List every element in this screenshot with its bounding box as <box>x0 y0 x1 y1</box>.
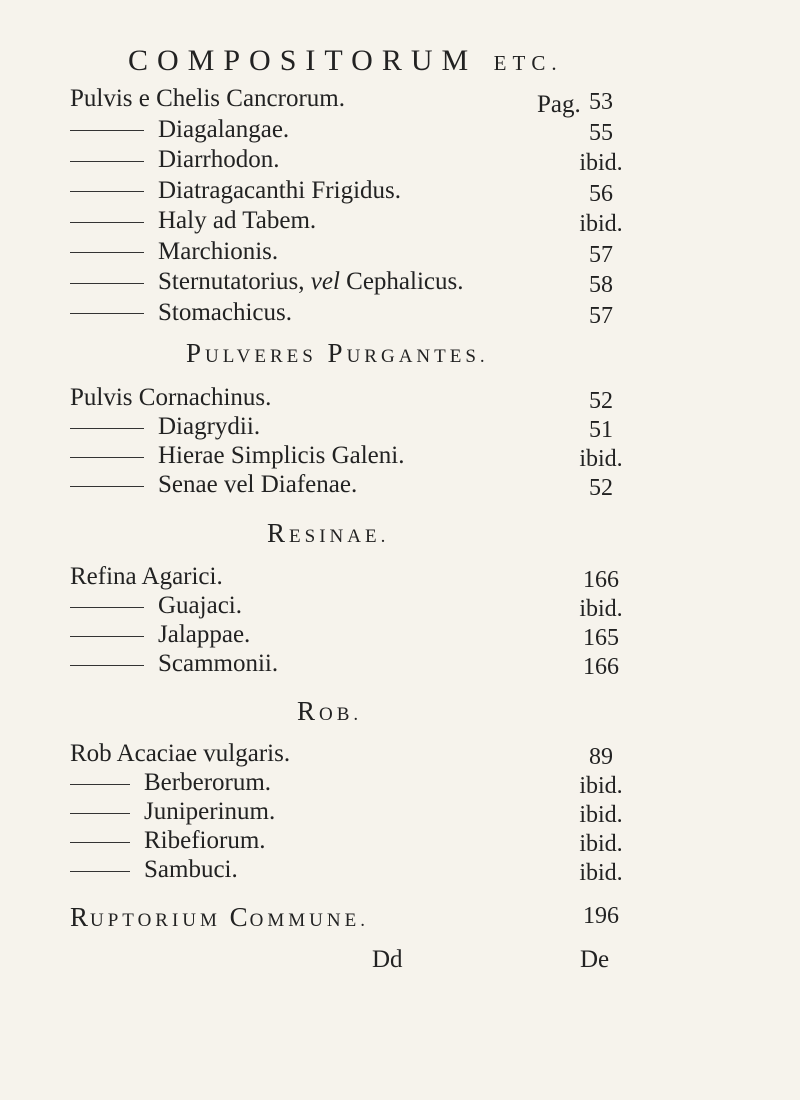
index-entry <box>70 856 630 886</box>
ditto-rule <box>70 665 144 666</box>
entry-name: Berberorum. <box>144 769 272 796</box>
ditto-rule <box>70 607 144 608</box>
index-entry <box>70 207 630 237</box>
entry-page-ref: 57 <box>589 302 613 329</box>
ditto-rule <box>70 636 144 637</box>
index-entry <box>70 268 630 298</box>
entry-name: Senae vel Diafenae. <box>158 471 358 498</box>
entry-name: Diarrhodon. <box>158 146 280 173</box>
entry-name: Cornachinus. <box>138 384 272 411</box>
entry-name: Sternutatorius, <box>158 268 305 295</box>
section-heading-rob: ROB. <box>297 696 363 726</box>
entry-page-ref: 58 <box>589 272 613 298</box>
entry-prefix: Rob <box>70 740 112 767</box>
ditto-rule <box>70 871 130 872</box>
catchword: De <box>580 946 610 973</box>
ditto-rule <box>70 784 130 785</box>
entry-page-ref: ibid. <box>579 860 623 886</box>
entry-name: Diagalangae. <box>158 115 290 143</box>
index-entry <box>70 798 630 828</box>
index-entry <box>70 621 630 651</box>
ruptorium-commune-entry: RUPTORIUM COMMUNE. <box>70 902 369 932</box>
index-entry <box>70 769 630 799</box>
entry-page-ref: 165 <box>583 625 619 651</box>
signature-mark: Dd <box>372 946 403 973</box>
entry-name-continued: Cephalicus. <box>346 268 464 295</box>
ditto-rule <box>70 486 144 487</box>
entry-name: Sambuci. <box>144 856 238 883</box>
running-head-title: COMPOSITORUM <box>128 44 478 77</box>
section-heading-pulveres-purgantes: PULVERES PURGANTES. <box>186 338 489 368</box>
entry-page-ref: 89 <box>589 744 613 770</box>
index-entry <box>70 471 630 501</box>
entry-prefix: Refina <box>70 563 137 590</box>
index-entry <box>70 592 630 622</box>
index-entry <box>70 384 630 414</box>
entry-name: e Chelis Cancrorum. <box>138 85 345 112</box>
index-entry <box>70 85 630 115</box>
entry-page-ref: ibid. <box>579 596 623 622</box>
entry-page-ref: 52 <box>589 475 613 501</box>
index-entry <box>70 650 630 680</box>
ditto-rule <box>70 842 130 843</box>
ditto-rule <box>70 283 144 284</box>
entry-page-ref: 53 <box>589 89 613 115</box>
ruptorium-page-ref: 196 <box>583 903 619 929</box>
entry-page-ref: 166 <box>583 567 619 593</box>
entry-page-ref: ibid. <box>579 211 623 237</box>
entry-page-ref: 56 <box>589 180 613 207</box>
ditto-rule <box>70 428 144 429</box>
ditto-rule <box>70 191 144 192</box>
page-column-label: Pag. <box>537 91 581 118</box>
entry-page-ref: ibid. <box>579 446 623 472</box>
index-entry <box>70 116 630 146</box>
entry-name: Stomachicus. <box>158 298 293 326</box>
entry-page-ref: 166 <box>583 654 619 680</box>
entry-page-ref: ibid. <box>579 802 623 828</box>
entry-prefix: Pulvis <box>70 85 133 112</box>
ditto-rule <box>70 457 144 458</box>
entry-page-ref: 52 <box>589 388 613 414</box>
running-head <box>128 44 563 78</box>
entry-italic-word: vel <box>310 268 340 295</box>
index-entry <box>70 413 630 443</box>
entry-name: Scammonii. <box>158 650 279 677</box>
running-head-etc: ETC. <box>493 51 563 75</box>
entry-page-ref: ibid. <box>579 831 623 857</box>
entry-page-ref: ibid. <box>579 150 623 176</box>
index-entry <box>70 299 630 329</box>
ditto-rule <box>70 813 130 814</box>
entry-name: Ribefiorum. <box>144 827 266 854</box>
index-entry <box>70 177 630 207</box>
entry-name: Guajaci. <box>158 592 242 619</box>
ditto-rule <box>70 161 144 162</box>
entry-name: Haly ad Tabem. <box>158 207 317 234</box>
entry-name: Diagrydii. <box>158 413 261 440</box>
entry-page-ref: 51 <box>589 417 613 443</box>
entry-name: Acaciae vulgaris. <box>116 740 291 767</box>
index-entry <box>70 827 630 857</box>
index-entry <box>70 238 630 268</box>
entry-name: Agarici. <box>141 563 223 590</box>
section-heading-resinae: RESINAE. <box>267 518 390 548</box>
index-entry <box>70 442 630 472</box>
entry-name: Diatragacanthi Frigidus. <box>158 176 401 204</box>
entry-name: Hierae Simplicis Galeni. <box>158 442 405 469</box>
entry-name: Juniperinum. <box>144 798 276 825</box>
entry-prefix: Pulvis <box>70 384 133 411</box>
index-entry <box>70 563 630 593</box>
entry-page-ref: 57 <box>589 241 613 268</box>
entry-name: Jalappae. <box>158 621 251 648</box>
entry-page-ref: ibid. <box>579 773 623 799</box>
index-entry <box>70 146 630 176</box>
entry-name: Marchionis. <box>158 237 279 265</box>
ditto-rule <box>70 313 144 314</box>
ditto-rule <box>70 222 144 223</box>
ditto-rule <box>70 252 144 253</box>
index-entry <box>70 740 630 770</box>
entry-page-ref: 55 <box>589 119 613 146</box>
ditto-rule <box>70 130 144 131</box>
